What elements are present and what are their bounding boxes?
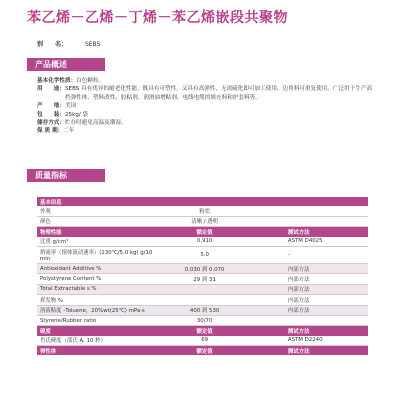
overview-label: 包 装： [37, 111, 65, 118]
table-cell: 粉状 [159, 206, 250, 216]
table-cell: 0.030 到 0.070 [159, 263, 250, 273]
overview-label: 基本化学性质： [37, 78, 77, 84]
table-row [37, 206, 368, 216]
quality-table [37, 197, 368, 355]
table-cell: 400 到 530 [159, 305, 250, 315]
table-cell: 肖氏硬度（邵氏 A, 10 秒） [37, 336, 159, 346]
alias-value: SEBS [84, 41, 101, 48]
table-row [37, 216, 368, 226]
table-row [37, 305, 368, 315]
table-row [37, 315, 368, 325]
table-cell: 5.0 [159, 246, 250, 263]
table-cell: 基本信息 [37, 197, 159, 206]
overview-label: 产 地： [37, 103, 65, 110]
table-cell: ASTM D2240 [250, 336, 368, 346]
table-cell: 内部方法 [250, 305, 368, 315]
table-cell: 物理性能 [37, 227, 159, 237]
table-header-row [37, 326, 368, 336]
overview-value: 贮存时避免高温及潮湿。 [64, 120, 127, 127]
table-header-row [37, 227, 368, 237]
table-cell: 测试方法 [250, 326, 368, 336]
overview-value: 美国 [64, 103, 77, 110]
alias-label: 别 名： [37, 41, 68, 48]
table-cell: Antioxidant Additive % [37, 263, 159, 273]
overview-label: 储存方式： [37, 120, 65, 127]
table-cell: 内部方法 [250, 274, 368, 284]
section-quality-heading: 质量指标 [27, 169, 105, 182]
overview-row-origin [37, 102, 372, 110]
table-cell [250, 197, 368, 206]
table-cell: 额定值 [159, 227, 250, 237]
table-cell [159, 295, 250, 305]
table-cell [159, 284, 250, 294]
table-cell: 30/70 [159, 315, 250, 325]
overview-row-shelflife [37, 127, 372, 135]
table-cell: 69 [159, 336, 250, 346]
table-cell: 0.910 [159, 237, 250, 247]
table-cell: 弹性体 [37, 346, 159, 356]
table-cell [159, 197, 250, 206]
table-cell: 额定值 [159, 346, 250, 356]
table-cell [250, 206, 368, 216]
table-cell: 内部方法 [250, 284, 368, 294]
overview-value: 25kg/ 袋 [64, 111, 89, 118]
table-cell: 比重 g/cm³ [37, 237, 159, 247]
table-row [37, 263, 368, 273]
overview-row-chem [37, 77, 372, 85]
table-cell [250, 315, 368, 325]
table-cell: Total Extractable s % [37, 284, 159, 294]
overview-value: 白色颗粒。 [76, 78, 105, 84]
table-row [37, 246, 368, 263]
table-row [37, 284, 368, 294]
table-cell: 溶液粘度 -Toluene，20%wt(25℃) mPa·s [37, 305, 159, 315]
table-cell: - [250, 246, 368, 263]
table-header-row [37, 346, 368, 356]
table-row [37, 237, 368, 247]
overview-value: SEBS 具有优异的耐老化性能，既具有可塑性，又具有高弹性，无需硫化即可加工使用，边角料可重复使用，广泛用于生产高档弹性体、塑料改性、胶粘剂、润滑油增粘剂、电线电缆的填充料和护套料等。 [64, 86, 373, 101]
table-cell: 清晰 / 透明 [159, 216, 250, 226]
section-overview-heading: 产品概述 [27, 58, 105, 71]
table-cell: 外观 [37, 206, 159, 216]
table-cell: 内部方法 [250, 263, 368, 273]
table-row [37, 336, 368, 346]
table-header-row [37, 197, 368, 206]
table-cell: 额定值 [159, 326, 250, 336]
table-row [37, 274, 368, 284]
overview-value: 二年 [63, 128, 75, 135]
table-cell: 硬度 [37, 326, 159, 336]
overview-label: 用 途： [37, 86, 65, 93]
table-cell [250, 216, 368, 226]
overview-label: 保 质 期： [37, 128, 64, 135]
overview-row-usage [37, 85, 372, 102]
table-row [37, 295, 368, 305]
table-cell: 挥发物 % [37, 295, 159, 305]
table-cell: 29 到 31 [159, 274, 250, 284]
table-cell: ASTM D4025 [250, 237, 368, 247]
overview-row-packing [37, 111, 372, 119]
overview-block [37, 77, 372, 136]
table-cell: 测试方法 [250, 227, 368, 237]
document-title: 苯乙烯－乙烯－丁烯－苯乙烯嵌段共聚物 [27, 10, 288, 26]
overview-row-storage [37, 119, 372, 127]
table-cell: 内部方法 [250, 295, 368, 305]
table-cell: Styrene/Rubber ratio [37, 315, 159, 325]
alias-line [37, 39, 100, 48]
table-cell: 测试方法 [250, 346, 368, 356]
table-cell: 熔流率（熔体流动速率）(230℃/5.0 kg) g/10 min [37, 246, 159, 263]
table-cell: Polystyrene Content % [37, 274, 159, 284]
table-cell: 颜色 [37, 216, 159, 226]
